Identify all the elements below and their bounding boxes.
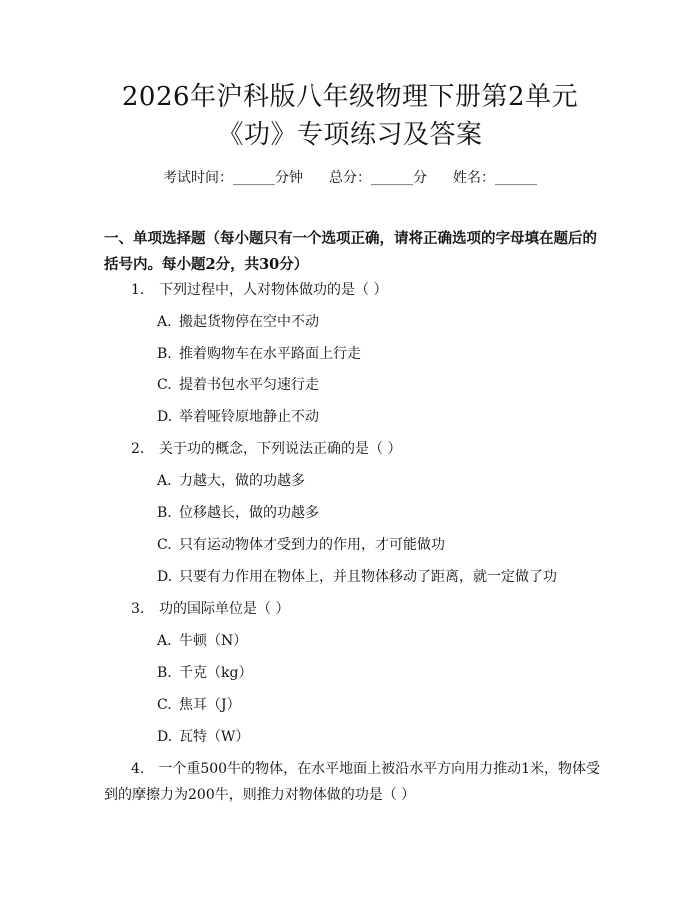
exam-time-field: 考试时间：______分钟 [163, 170, 303, 186]
option-letter: B. [157, 665, 172, 681]
option-letter: D. [157, 569, 173, 585]
option-letter: A. [157, 473, 172, 489]
question-text: 下列过程中，人对物体做功的是（ ） [159, 282, 388, 298]
option-text: 千克（kg） [179, 665, 253, 681]
option-letter: D. [157, 409, 173, 425]
option-text: 举着哑铃原地静止不动 [179, 409, 319, 425]
document-title-line-2: 《功》专项练习及答案 [217, 120, 483, 150]
option-letter: C. [157, 537, 172, 553]
question-3-option-d [157, 725, 249, 749]
question-2-option-a [157, 469, 305, 493]
document-title-line-1: 2026年沪科版八年级物理下册第2单元 [121, 82, 579, 112]
option-text: 搬起货物停在空中不动 [179, 314, 319, 330]
option-text: 只有运动物体才受到力的作用，才可能做功 [179, 537, 445, 553]
option-text: 瓦特（W） [179, 729, 250, 745]
exam-meta [0, 167, 700, 189]
question-number: 1. [131, 282, 145, 298]
question-text: 功的国际单位是（ ） [159, 601, 290, 617]
option-letter: C. [157, 377, 172, 393]
option-text: 牛顿（N） [179, 633, 248, 649]
option-letter: B. [157, 505, 172, 521]
option-letter: B. [157, 346, 172, 362]
question-3 [131, 597, 289, 621]
option-letter: A. [157, 314, 172, 330]
question-number: 4. [131, 761, 145, 777]
question-2-option-c [157, 533, 445, 557]
question-3-option-b [157, 661, 252, 685]
question-2-option-b [157, 501, 319, 525]
option-letter: A. [157, 633, 172, 649]
total-score-field: 总分：______分 [329, 170, 427, 186]
question-4 [104, 756, 604, 808]
question-3-option-c [157, 693, 241, 717]
question-3-option-a [157, 629, 247, 653]
question-1-option-c [157, 373, 319, 397]
question-1-option-d [157, 405, 319, 429]
question-number: 2. [131, 441, 145, 457]
section-heading: 一、单项选择题（每小题只有一个选项正确，请将正确选项的字母填在题后的括号内。每小题2分，共30分） [104, 230, 597, 273]
question-2 [131, 437, 401, 461]
option-text: 提着书包水平匀速行走 [179, 377, 319, 393]
option-text: 力越大，做的功越多 [179, 473, 305, 489]
question-text: 一个重500牛的物体，在水平地面上被沿水平方向用力推动1米，物体受到的摩擦力为200牛，则推力对物体做的功是（ ） [104, 761, 600, 803]
option-letter: D. [157, 729, 173, 745]
option-text: 推着购物车在水平路面上行走 [179, 346, 361, 362]
student-name-field: 姓名：______ [453, 170, 537, 186]
question-1-option-b [157, 342, 361, 366]
question-text: 关于功的概念，下列说法正确的是（ ） [159, 441, 402, 457]
question-number: 3. [131, 601, 145, 617]
option-letter: C. [157, 697, 172, 713]
question-1-option-a [157, 310, 319, 334]
question-1 [131, 278, 387, 302]
option-text: 位移越长，做的功越多 [179, 505, 319, 521]
option-text: 只要有力作用在物体上，并且物体移动了距离，就一定做了功 [179, 569, 557, 585]
question-2-option-d [157, 565, 557, 589]
option-text: 焦耳（J） [179, 697, 241, 713]
